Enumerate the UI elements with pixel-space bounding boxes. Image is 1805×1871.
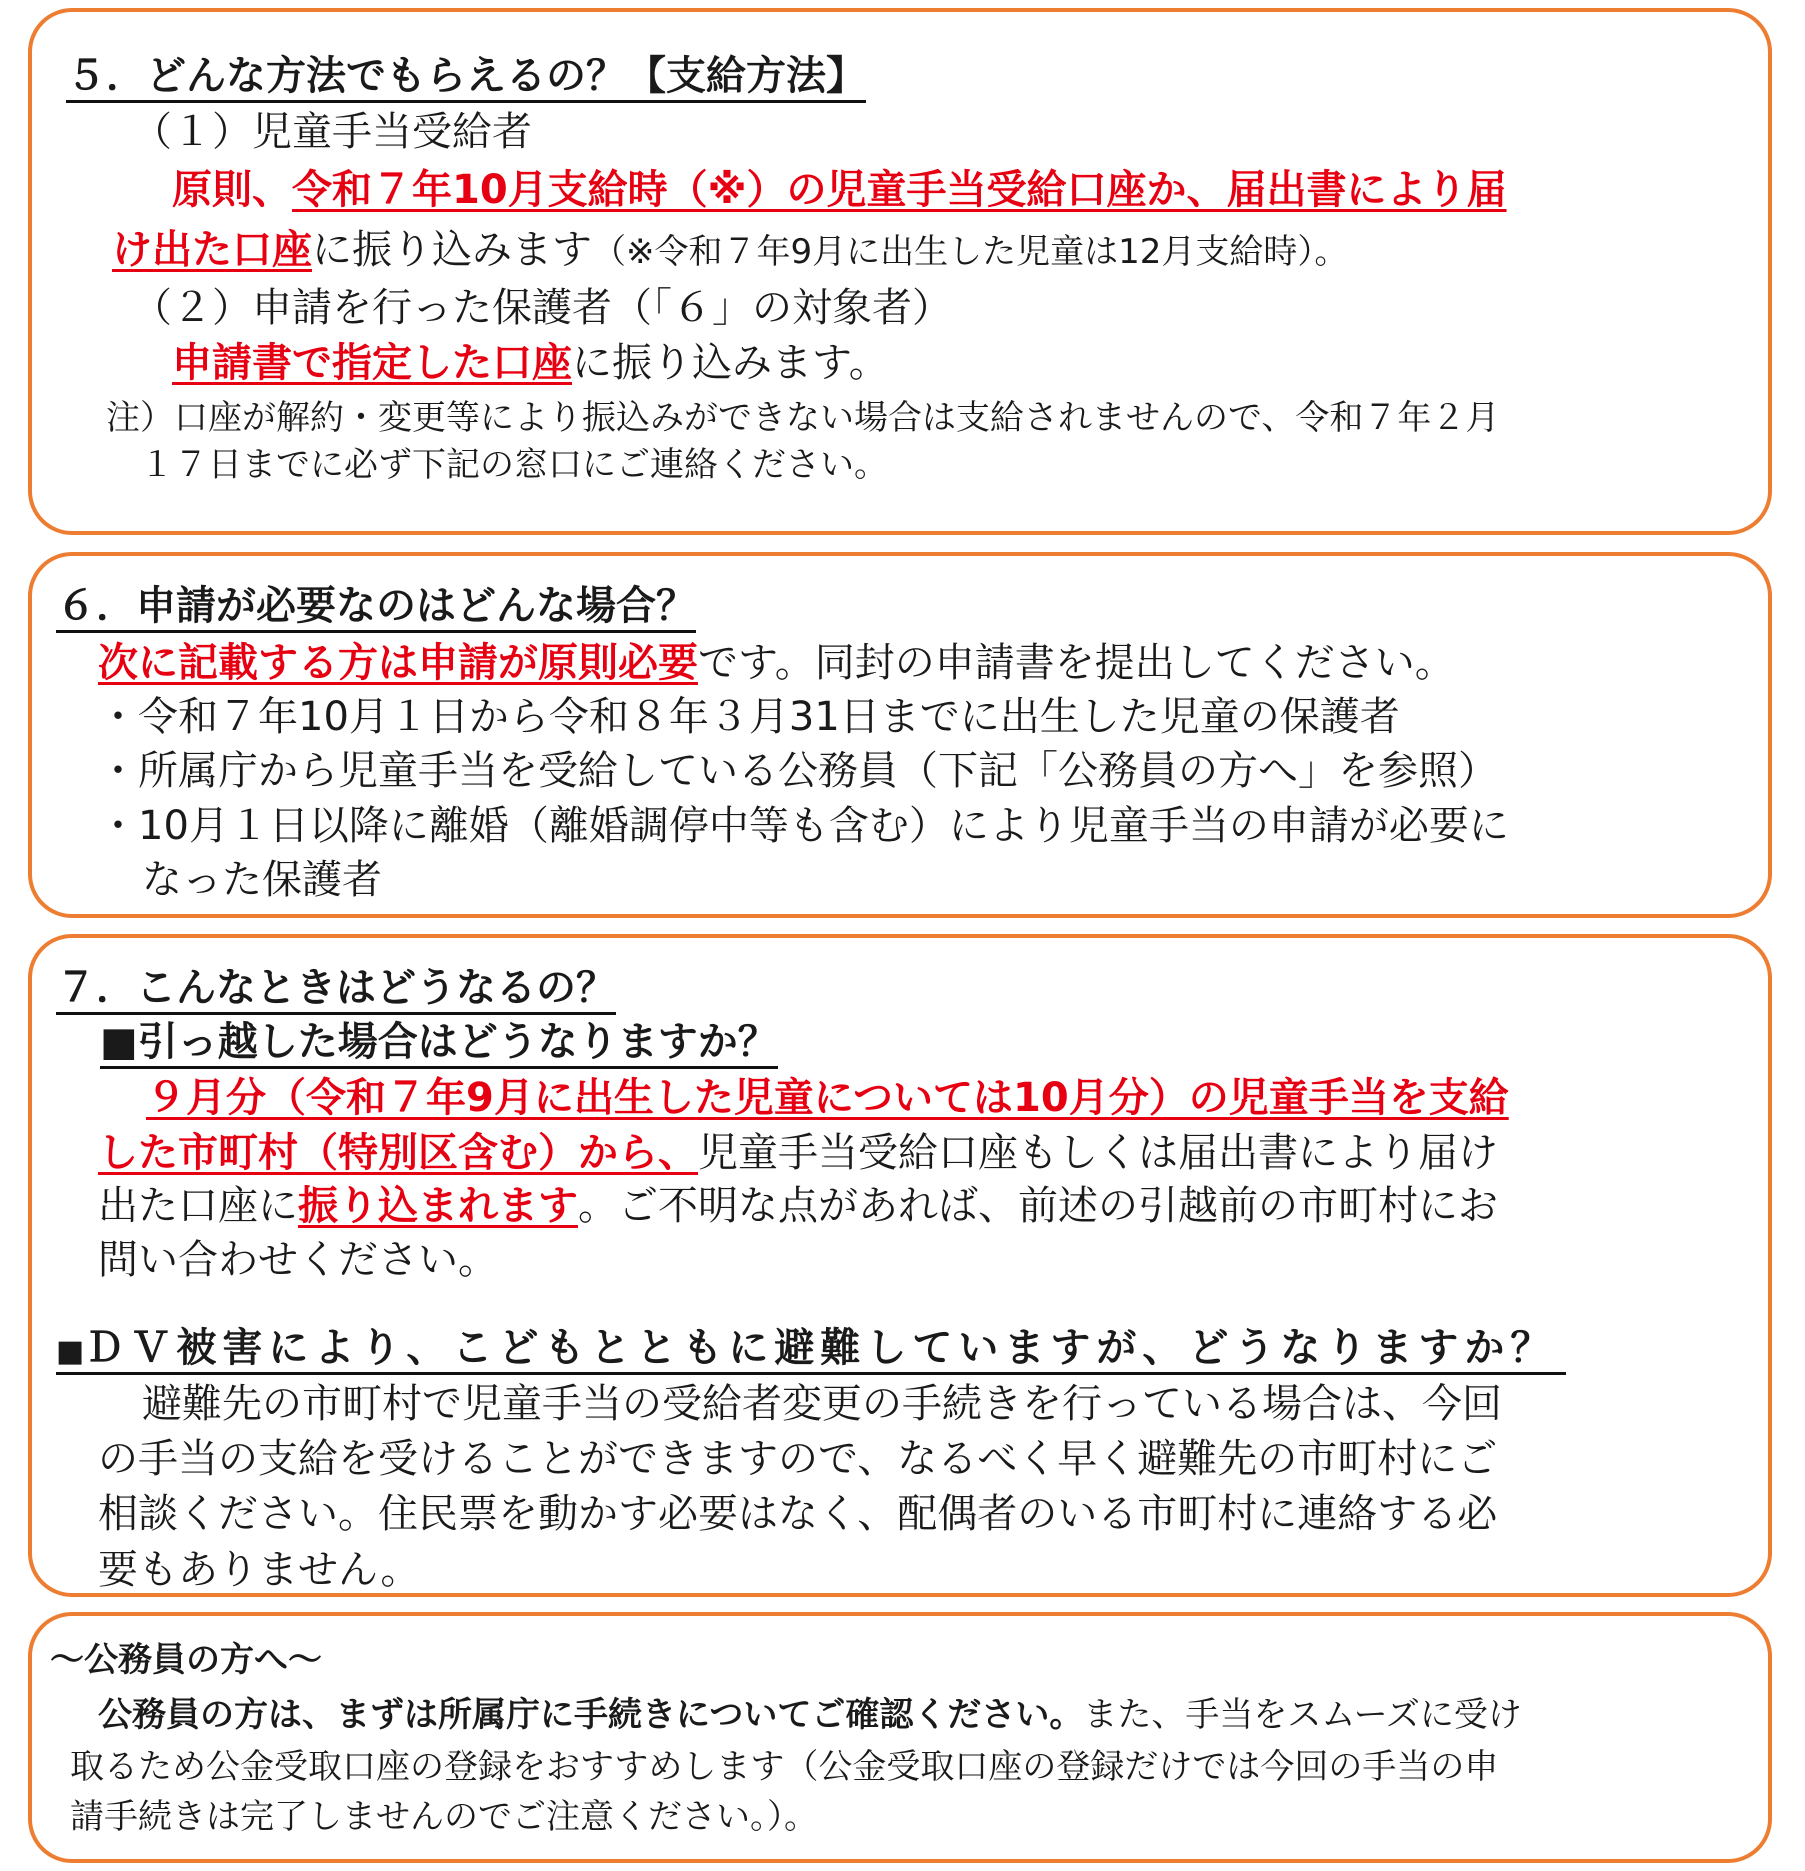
- s6-bullet3: ・10月１日以降に離婚（離婚調停中等も含む）により児童手当の申請が必要に: [98, 803, 1509, 849]
- s7-a1l2-red: した市町村（特別区含む）から、: [98, 1130, 698, 1176]
- s7-answer2-line3: 相談ください。住民票を動かす必要はなく、配偶者のいる市町村に連絡する必: [98, 1491, 1498, 1537]
- s7-a1l2-rest: 児童手当受給口座もしくは届出書により届け: [698, 1130, 1498, 1176]
- section-7-title: ７．こんなときはどうなるの？: [56, 968, 616, 1015]
- s7-answer2-line4: 要もありません。: [98, 1547, 421, 1593]
- s5-sub1: （１）児童手当受給者: [132, 109, 532, 155]
- s7-question2: [56, 1325, 1566, 1375]
- civil-line3: 請手続きは完了しませんのでご注意ください。）。: [70, 1797, 818, 1837]
- s6-l1b: です。同封の申請書を提出してください。: [698, 640, 1455, 686]
- s5-note1: 注）口座が解約・変更等により振込みができない場合は支給されませんので、令和７年２月: [106, 398, 1500, 438]
- s5-l2a: け出た口座: [112, 227, 312, 273]
- s5-line2: [112, 227, 1349, 273]
- s7-a1l3-red: 振り込まれます: [298, 1183, 578, 1229]
- section-6-title: ６．申請が必要なのはどんな場合？: [56, 586, 696, 633]
- civil-l1-rest: また、手当をスムーズに受け: [1083, 1695, 1522, 1735]
- s6-bullet3-cont: なった保護者: [142, 857, 382, 903]
- civil-title: ～公務員の方へ～: [50, 1640, 322, 1680]
- s5-line3: [172, 340, 889, 386]
- s5-l1b: 令和７年10月支給時（※）の児童手当受給口座か、届出書により届: [292, 167, 1507, 213]
- s5-l3a: 申請書で指定した口座: [172, 340, 572, 386]
- s5-l2c: （※令和７年9月に出生した児童は12月支給時）。: [592, 232, 1349, 272]
- s7-answer1-line4: 問い合わせください。: [98, 1237, 498, 1283]
- s6-bullet2: ・所属庁から児童手当を受給している公務員（下記「公務員の方へ」を参照）: [98, 748, 1498, 794]
- s7-question1: ■引っ越した場合はどうなりますか？: [100, 1022, 778, 1069]
- s7-answer1-line1: ９月分（令和７年9月に出生した児童については10月分）の児童手当を支給: [146, 1075, 1509, 1121]
- civil-l1-bold: 公務員の方は、まずは所属庁に手続きについてご確認ください。: [98, 1695, 1084, 1735]
- s6-l1a: 次に記載する方は申請が原則必要: [98, 640, 698, 686]
- s5-l3b: に振り込みます。: [572, 340, 889, 386]
- s5-l2b: に振り込みます: [312, 227, 592, 273]
- s7-answer1-line2: [98, 1130, 1498, 1176]
- s7-answer1-line3: [98, 1183, 1498, 1229]
- square-bullet-icon: ■: [56, 1334, 85, 1369]
- s6-bullet1: ・令和７年10月１日から令和８年３月31日までに出生した児童の保護者: [98, 694, 1400, 740]
- s7-answer2-line2: の手当の支給を受けることができますので、なるべく早く避難先の市町村にご: [98, 1436, 1498, 1482]
- civil-line2: 取るため公金受取口座の登録をおすすめします（公金受取口座の登録だけでは今回の手当の申: [70, 1747, 1499, 1787]
- s6-line1: [98, 640, 1455, 686]
- civil-line1: [98, 1695, 1522, 1735]
- s7-a1l3b: 。ご不明な点があれば、前述の引越前の市町村にお: [578, 1183, 1498, 1229]
- section-5-title: ５．どんな方法でもらえるの？【支給方法】: [66, 56, 866, 103]
- s5-l1a: 原則、: [172, 167, 292, 213]
- s5-sub2: （２）申請を行った保護者（「６」の対象者）: [132, 285, 952, 331]
- s7-answer2-line1: 避難先の市町村で児童手当の受給者変更の手続きを行っている場合は、今回: [142, 1381, 1502, 1427]
- s5-line1: [172, 167, 1507, 213]
- s7-a1l3a: 出た口座に: [98, 1183, 298, 1229]
- s7-q2-text: ＤＶ被害により、こどもとともに避難していますが、どうなりますか？: [84, 1325, 1557, 1371]
- s5-note2: １７日までに必ず下記の窓口にご連絡ください。: [140, 445, 888, 485]
